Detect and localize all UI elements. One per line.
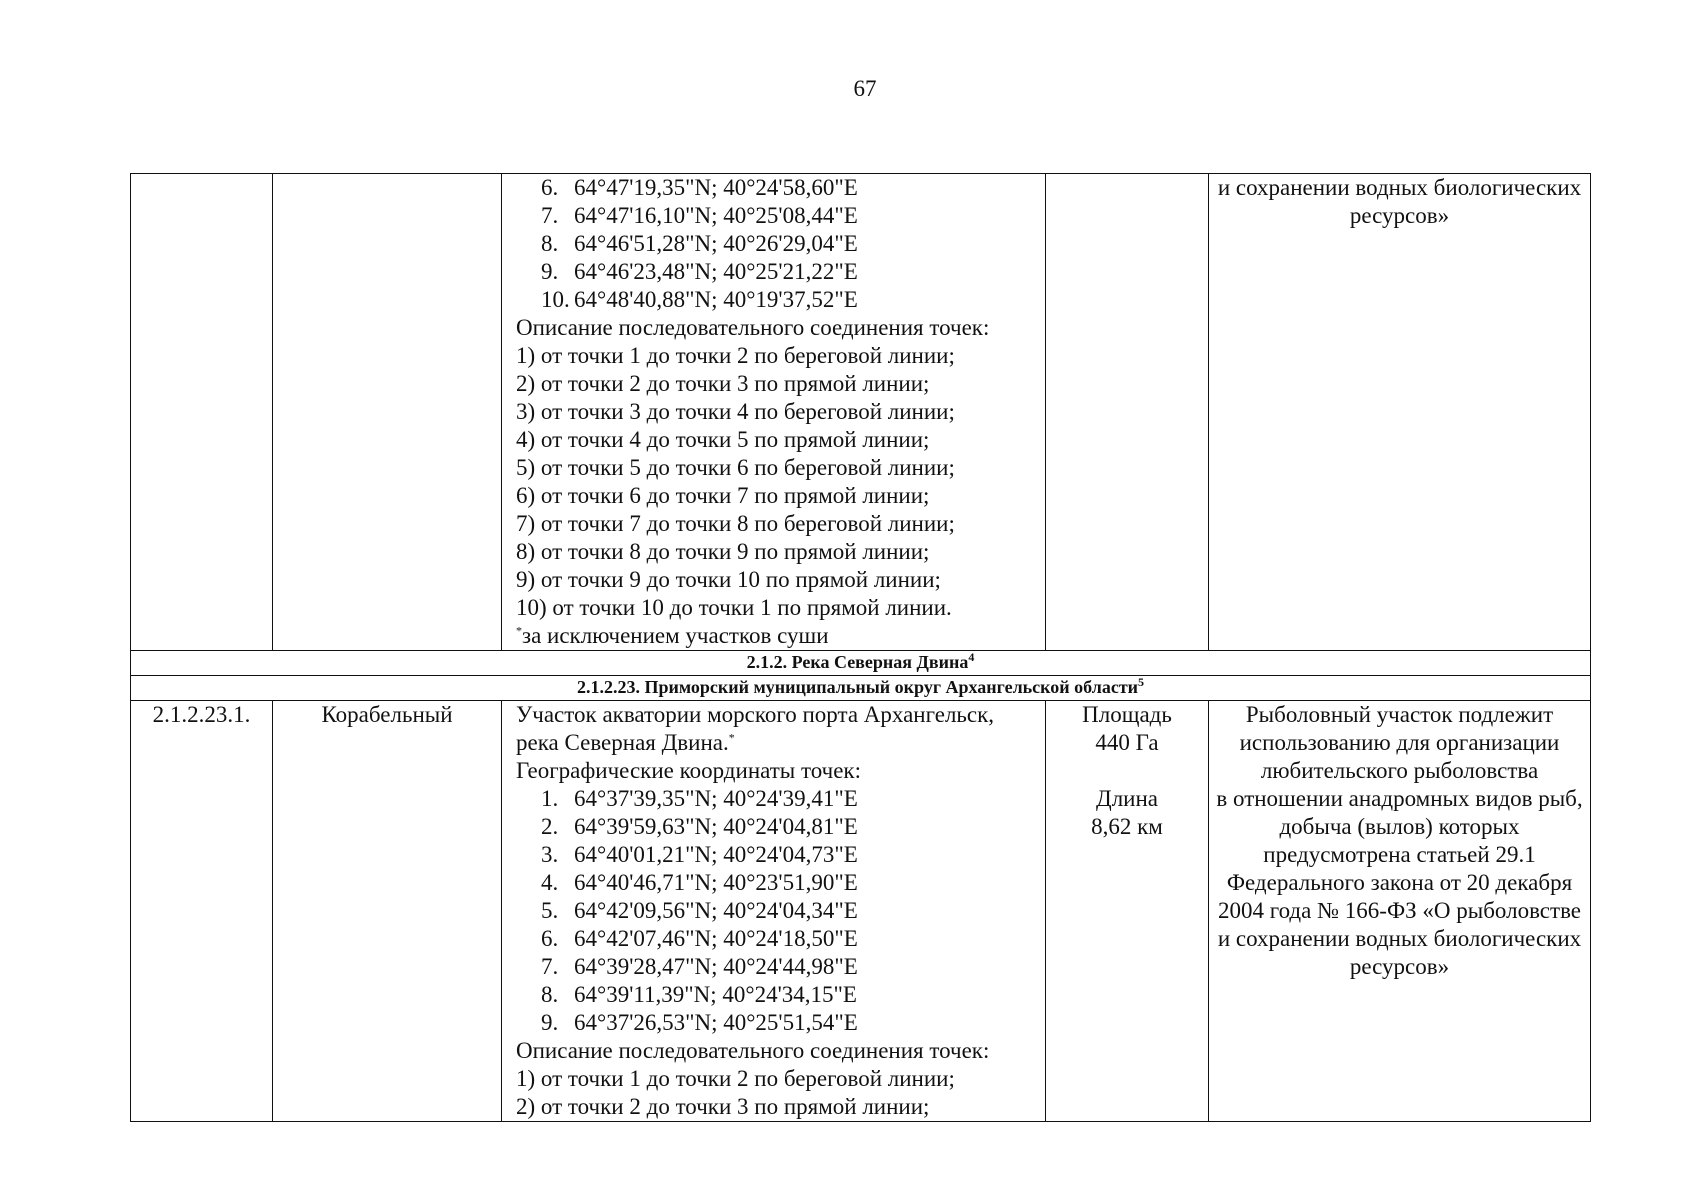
connection-step: 8) от точки 8 до точки 9 по прямой линии;: [516, 539, 930, 564]
entry-description: Участок акватории морского порта Архангельск,: [516, 702, 995, 727]
entry-coordinate-list: [516, 785, 1045, 1037]
section-header-row: [131, 651, 1591, 676]
point-coordinates: 64°37'26,53"N; 40°25'51,54"E: [574, 1010, 858, 1035]
entry-name: Корабельный: [273, 701, 502, 1122]
point-coordinates: 64°42'07,46"N; 40°24'18,50"E: [574, 926, 858, 951]
coordinate-point: [516, 813, 1045, 841]
entry-purpose-cell: [1209, 701, 1591, 1122]
connection-step: 9) от точки 9 до точки 10 по прямой линии;: [516, 567, 941, 592]
point-coordinates: 64°46'23,48"N; 40°25'21,22"E: [574, 259, 858, 284]
connection-step: 2) от точки 2 до точки 3 по прямой линии;: [516, 371, 930, 396]
cont-purpose-line: и сохранении водных биологических: [1217, 175, 1582, 200]
connection-step: 5) от точки 5 до точки 6 по береговой линии;: [516, 455, 955, 480]
cont-purpose-cell: [1209, 174, 1591, 651]
point-coordinates: 64°48'40,88"N; 40°19'37,52"E: [574, 287, 858, 312]
purpose-line: и сохранении водных биологических: [1217, 926, 1582, 951]
point-coordinates: 64°47'16,10"N; 40°25'08,44"E: [574, 203, 858, 228]
coordinate-point: [516, 286, 1045, 314]
point-number: 5.: [541, 898, 559, 923]
point-coordinates: 64°46'51,28"N; 40°26'29,04"E: [574, 231, 858, 256]
purpose-line: Рыболовный участок подлежит: [1245, 702, 1554, 727]
coordinate-point: [516, 174, 1045, 202]
entry-size-cell: [1046, 701, 1209, 1122]
point-number: 1.: [541, 786, 559, 811]
length-label: Длина: [1096, 786, 1158, 811]
cont-connection-list: [516, 342, 1045, 622]
area-label: Площадь: [1082, 702, 1172, 727]
point-number: 6.: [541, 926, 559, 951]
connection-step: 10) от точки 10 до точки 1 по прямой линии.: [516, 595, 952, 620]
connection-step: 6) от точки 6 до точки 7 по прямой линии;: [516, 483, 930, 508]
point-number: 7.: [541, 203, 559, 228]
entry-description-cell: [502, 701, 1046, 1122]
page-number: 67: [853, 76, 877, 101]
point-coordinates: 64°39'59,63"N; 40°24'04,81"E: [574, 814, 858, 839]
coordinate-point: [516, 897, 1045, 925]
purpose-line: предусмотрена статьей 29.1: [1263, 842, 1536, 867]
cont-description-cell: [502, 174, 1046, 651]
purpose-line: 2004 года № 166-ФЗ «О рыболовстве: [1217, 898, 1581, 923]
point-number: 2.: [541, 814, 559, 839]
point-number: 3.: [541, 842, 559, 867]
subsection-header: 2.1.2.23. Приморский муниципальный округ Архангельской области$^5$: [131, 676, 1591, 701]
connection-step: 2) от точки 2 до точки 3 по прямой линии;: [516, 1094, 930, 1119]
continuation-row: [131, 174, 1591, 651]
coordinate-point: [516, 841, 1045, 869]
coordinate-point: [516, 785, 1045, 813]
entry-number: 2.1.2.23.1.: [131, 701, 273, 1122]
cont-purpose-line: ресурсов»: [1349, 203, 1450, 228]
point-number: 6.: [541, 175, 559, 200]
purpose-line: любительского рыболовства: [1260, 758, 1539, 783]
point-coordinates: 64°37'39,35"N; 40°24'39,41"E: [574, 786, 858, 811]
connection-step: 7) от точки 7 до точки 8 по береговой линии;: [516, 511, 955, 536]
cont-coordinate-list: [516, 174, 1045, 314]
connection-step: 3) от точки 3 до точки 4 по береговой линии;: [516, 399, 955, 424]
purpose-line: добыча (вылов) которых: [1279, 814, 1520, 839]
coordinate-point: [516, 230, 1045, 258]
coordinate-point: [516, 953, 1045, 981]
connection-step: 1) от точки 1 до точки 2 по береговой линии;: [516, 343, 955, 368]
point-number: 9.: [541, 1010, 559, 1035]
point-coordinates: 64°47'19,35"N; 40°24'58,60"E: [574, 175, 858, 200]
area-value: 440 Га: [1095, 730, 1159, 755]
coordinate-point: [516, 258, 1045, 286]
point-coordinates: 64°40'01,21"N; 40°24'04,73"E: [574, 842, 858, 867]
entry-purpose: [1209, 701, 1590, 981]
purpose-line: в отношении анадромных видов рыб,: [1216, 786, 1583, 811]
cont-footnote: *за исключением участков суши: [516, 623, 829, 648]
point-coordinates: 64°42'09,56"N; 40°24'04,34"E: [574, 898, 858, 923]
point-number: 10.: [541, 287, 570, 312]
entry-coords-title: Географические координаты точек:: [516, 758, 861, 783]
point-coordinates: 64°39'11,39"N; 40°24'34,15"E: [574, 982, 857, 1007]
coordinate-point: [516, 925, 1045, 953]
point-number: 9.: [541, 259, 559, 284]
coordinate-point: [516, 869, 1045, 897]
section-header: 2.1.2. Река Северная Двина$^4$: [131, 651, 1591, 676]
point-number: 4.: [541, 870, 559, 895]
purpose-line: использованию для организации: [1239, 730, 1560, 755]
purpose-line: Федерального закона от 20 декабря: [1226, 870, 1573, 895]
connection-step: 1) от точки 1 до точки 2 по береговой линии;: [516, 1066, 955, 1091]
length-value: 8,62 км: [1091, 814, 1163, 839]
entry-row: [131, 701, 1591, 1122]
entry-connection-title: Описание последовательного соединения точек:: [516, 1038, 990, 1063]
point-coordinates: 64°40'46,71"N; 40°23'51,90"E: [574, 870, 858, 895]
cont-name-cell: [273, 174, 502, 651]
point-number: 7.: [541, 954, 559, 979]
subsection-header-row: [131, 676, 1591, 701]
entry-connection-list: [516, 1065, 1045, 1121]
coordinate-point: [516, 981, 1045, 1009]
cont-number-cell: [131, 174, 273, 651]
cont-connection-title: Описание последовательного соединения точек:: [516, 315, 990, 340]
cont-size-cell: [1046, 174, 1209, 651]
entry-description: река Северная Двина.*: [516, 730, 735, 755]
coordinate-point: [516, 202, 1045, 230]
point-number: 8.: [541, 231, 559, 256]
connection-step: 4) от точки 4 до точки 5 по прямой линии;: [516, 427, 930, 452]
point-coordinates: 64°39'28,47"N; 40°24'44,98"E: [574, 954, 858, 979]
fishing-areas-table: [130, 173, 1591, 1122]
purpose-line: ресурсов»: [1349, 954, 1450, 979]
coordinate-point: [516, 1009, 1045, 1037]
point-number: 8.: [541, 982, 559, 1007]
